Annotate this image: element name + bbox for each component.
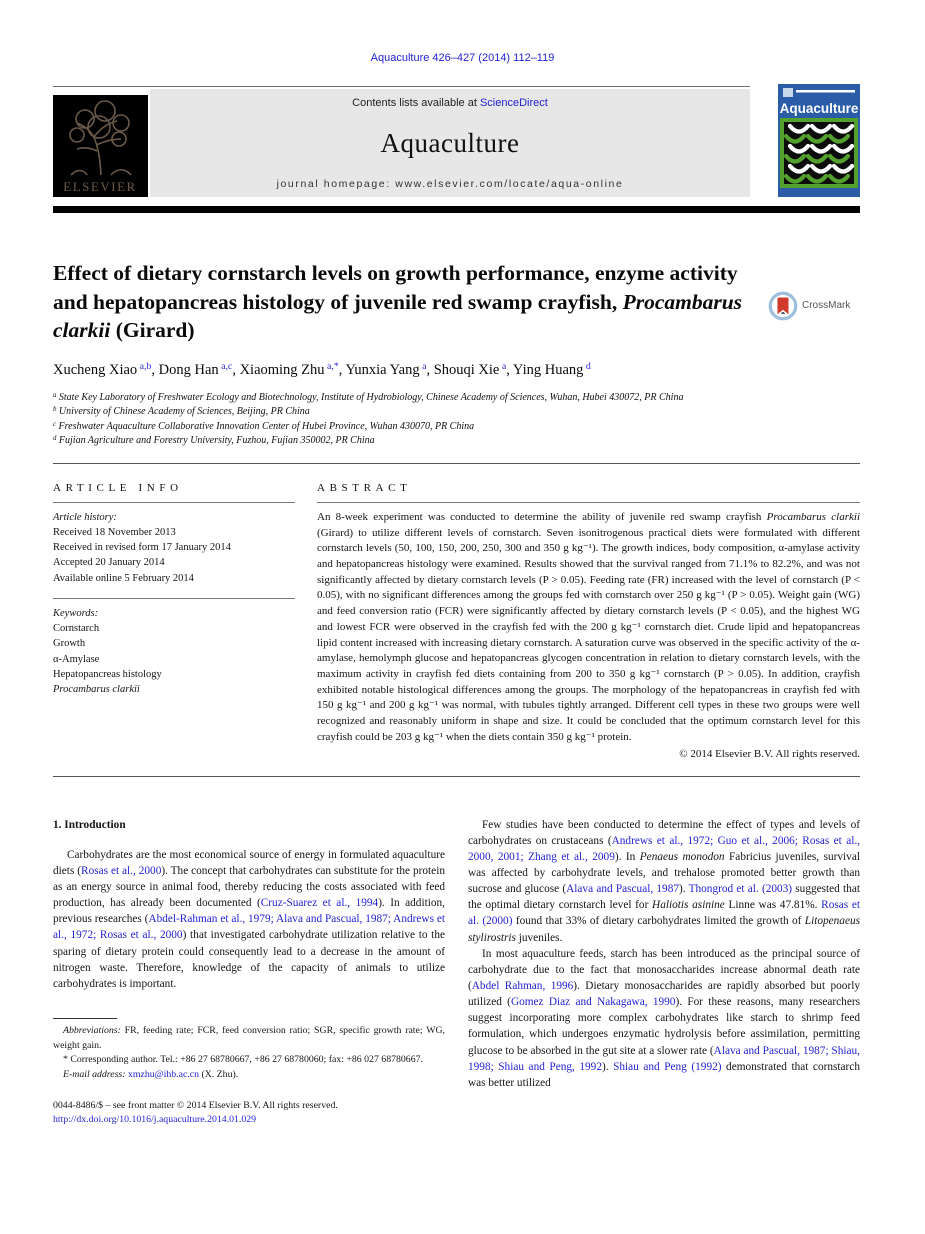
intro-paragraph: Carbohydrates are the most economical source of energy in formulated aquaculture diets (Rosas et al., 2000). The concept that carbohydrates can substitute for the protein as an energy source in animal food, thereby reducing the costs associated with feed production, has already been documented (Cruz-Suarez et al., 1994). In addition, previous researches (Abdel-Rahman et al., 1979; Alava and Pascual, 1987; Andrews et al., 1972; Rosas et al., 2000) that investigated carbohydrate utilization relative to the sparing of dietary protein could consequently lead to a decrease in the amount of nitrogen waste. Therefore, knowledge of the capacity of animals to utilize carbohydrates is important.: [53, 848, 445, 990]
email-note: E-mail address: xmzhu@ihb.ac.cn (X. Zhu).: [63, 1069, 239, 1081]
sciencedirect-link[interactable]: ScienceDirect: [479, 97, 548, 109]
affiliation-sup: c: [53, 420, 57, 428]
introduction-heading: 1. Introduction: [53, 818, 126, 831]
contents-prefix: Contents lists available at: [352, 97, 480, 109]
abstract-column: [317, 482, 860, 760]
article-history-label: Article history:: [53, 511, 117, 523]
abstract-text: An 8-week experiment was conducted to determine the ability of juvenile red swamp crayfish Procambarus clarkii (Girard) to utilize different levels of cornstarch. Seven isonitrogenous practical diets were formulated with different cornstarch levels (50, 100, 150, 200, 250, 300 and 350 g kg⁻¹). The growth indices, body composition, α-amylase activity and hepatopancreas histology were examined. Results showed that the survival ranged from 71.1% to 82.2%, and was not significantly affected by dietary cornstarch levels (P > 0.05). Feeding rate (FR) increased with the level of cornstarch (P < 0.05), with no significant differences among the groups fed with cornstarch over 250 g kg⁻¹ (P > 0.05). Weight gain (WG) and feed conversion ratio (FCR) were significantly affected by dietary cornstarch levels (P < 0.05), and the highest WG and lowest FCR were observed in the crayfish fed with the 200 g kg⁻¹ cornstarch diet. Crude lipid and hepatopancreas lipid content increased with increasing dietary cornstarch. A saturation curve was observed in the specific activity of the α-amylase, hemolymph glucose and hepatopancreas glycogen concentration in relation to dietary cornstarch levels, with the maximum activity in crayfish fed diets containing from 200 to 350 g kg⁻¹ cornstarch (P > 0.05). In addition, crayfish exhibited notable histological differences among the groups. The morphology of the hepatopancreas in crayfish fed with 150 g kg⁻¹ and 200 g kg⁻¹ was normal, with tubules tightly arranged. Different cell types in these two groups were well recognized and reasonably uniform in shape and size. It could be concluded that the optimum cornstarch level for this crayfish could be 203 g kg⁻¹ when the diets contain 350 g kg⁻¹ protein.: [317, 510, 860, 743]
keyword: Procambarus clarkii: [53, 683, 140, 695]
affiliation-text: Freshwater Aquaculture Collaborative Innovation Center of Hubei Province, Wuhan 430070, PR China: [56, 420, 475, 432]
journal-citation-link[interactable]: Aquaculture 426–427 (2014) 112–119: [370, 52, 555, 64]
history-line: Received in revised form 17 January 2014: [53, 542, 231, 554]
corresponding-author-note: * Corresponding author. Tel.: +86 27 68780667, +86 27 68780060; fax: +86 027 68780667.: [63, 1054, 423, 1066]
affiliation-text: State Key Laboratory of Freshwater Ecology and Biotechnology, Institute of Hydrobiology, Chinese Academy of Sciences, Wuhan, Hubei 430072, PR China: [56, 391, 684, 403]
affiliation-sup: a: [53, 391, 57, 399]
section-divider: [53, 463, 860, 464]
author-list: Xucheng Xiao $^{a,b}$, Dong Han $^{a,c}$, Xiaoming Zhu $^{a,*}$, Yunxia Yang $^a$, Shouqi Xie $^a$, Ying Huang $^d$: [53, 361, 591, 378]
body-paragraph: Few studies have been conducted to determine the effect of types and levels of carbohydrates on crustaceans (Andrews et al., 1972; Guo et al., 2006; Rosas et al., 2000, 2001; Zhang et al., 2009). In Penaeus monodon Fabricius juveniles, survival was affected by carbohydrate levels, and trehalose promoted better growth than sucrose and glucose (Alava and Pascual, 1987). Thongrod et al. (2003) suggested that the optimal dietary cornstarch level for Haliotis asinine Linne was 47.81%. Rosas et al. (2000) found that 33% of dietary carbohydrates limited the growth of Litopenaeus stylirostris juveniles.: [468, 818, 861, 944]
doi-link[interactable]: http://dx.doi.org/10.1016/j.aquaculture.2014.01.029: [53, 1114, 257, 1126]
crossmark-badge[interactable]: [768, 267, 860, 345]
footnotes: [53, 1024, 445, 1083]
affiliation-line: [53, 405, 860, 420]
keyword: Hepatopancreas histology: [53, 668, 162, 680]
journal-header: [53, 86, 860, 202]
journal-title: Aquaculture: [380, 128, 520, 158]
issn-line: 0044-8486/$ – see front matter © 2014 Elsevier B.V. All rights reserved.: [53, 1099, 338, 1111]
section-divider: [53, 776, 860, 777]
affiliation-text: University of Chinese Academy of Sciences, Beijing, PR China: [56, 406, 310, 418]
keywords-label: Keywords:: [53, 607, 99, 619]
affiliation-sup: b: [53, 406, 57, 414]
body-right-column: [468, 817, 860, 1129]
journal-header-left: [53, 86, 750, 202]
body-left-column: [53, 817, 445, 1129]
affiliation-sup: d: [53, 435, 57, 443]
journal-homepage-text: journal homepage: www.elsevier.com/locate/aqua-online: [276, 178, 624, 190]
affiliations: [53, 391, 860, 449]
affiliation-text: Fujian Agriculture and Forestry University, Fuzhou, Fujian 350002, PR China: [56, 435, 375, 447]
crossmark-icon: [768, 291, 798, 321]
divider: [53, 502, 295, 503]
affiliation-line: [53, 420, 860, 435]
elsevier-tree-icon: [53, 95, 148, 197]
elsevier-wordmark: ELSEVIER: [63, 179, 137, 194]
history-line: Accepted 20 January 2014: [53, 557, 165, 569]
crossmark-label: CrossMark: [802, 300, 851, 312]
article-info-column: [53, 482, 303, 760]
keyword: α-Amylase: [53, 653, 100, 665]
affiliation-line: [53, 434, 860, 449]
header-divider-bar: [53, 206, 860, 213]
elsevier-logo: [53, 95, 148, 197]
abstract-heading: ABSTRACT: [317, 481, 412, 494]
copyright-line: © 2014 Elsevier B.V. All rights reserved.: [679, 747, 860, 760]
abbreviations-note: Abbreviations: FR, feeding rate; FCR, feed conversion ratio; SGR, specific growth rate; WG, weight gain.: [53, 1024, 445, 1051]
article-info-heading: ARTICLE INFO: [53, 481, 183, 494]
divider: [53, 598, 295, 599]
journal-banner: [150, 89, 750, 197]
cover-title: Aquaculture: [779, 101, 859, 116]
page-title: Effect of dietary cornstarch levels on growth performance, enzyme activity and hepatopancreas histology of juvenile red swamp crayfish, Procambarus clarkii (Girard): [53, 261, 743, 343]
journal-cover-thumbnail: [778, 84, 860, 202]
footnote-divider: [53, 1018, 117, 1019]
body-paragraph: In most aquaculture feeds, starch has been introduced as the principal source of carbohydrate due to the fact that monosaccharides increase abnormal death rate (Abdel Rahman, 1996). Dietary monosaccharides are rapidly absorbed but poorly utilized (Gomez Diaz and Nakagawa, 1990). For these reasons, many researchers suggest incorporating more complex carbohydrates like starch to shrimp feed formulation, which undergoes enzymatic hydrolysis before assimilation, permitting glucose to be absorbed in the gut site at a slower rate (Alava and Pascual, 1987; Shiau, 1998; Shiau and Peng, 1992). Shiau and Peng (1992) demonstrated that cornstarch was better utilized: [468, 947, 860, 1089]
keyword: Cornstarch: [53, 623, 100, 635]
history-line: Received 18 November 2013: [53, 527, 176, 538]
affiliation-line: [53, 391, 860, 406]
history-line: Available online 5 February 2014: [53, 572, 194, 584]
contents-line: [160, 97, 740, 109]
aquaculture-cover-icon: [778, 84, 860, 197]
divider: [317, 502, 860, 503]
keyword: Growth: [53, 638, 86, 650]
